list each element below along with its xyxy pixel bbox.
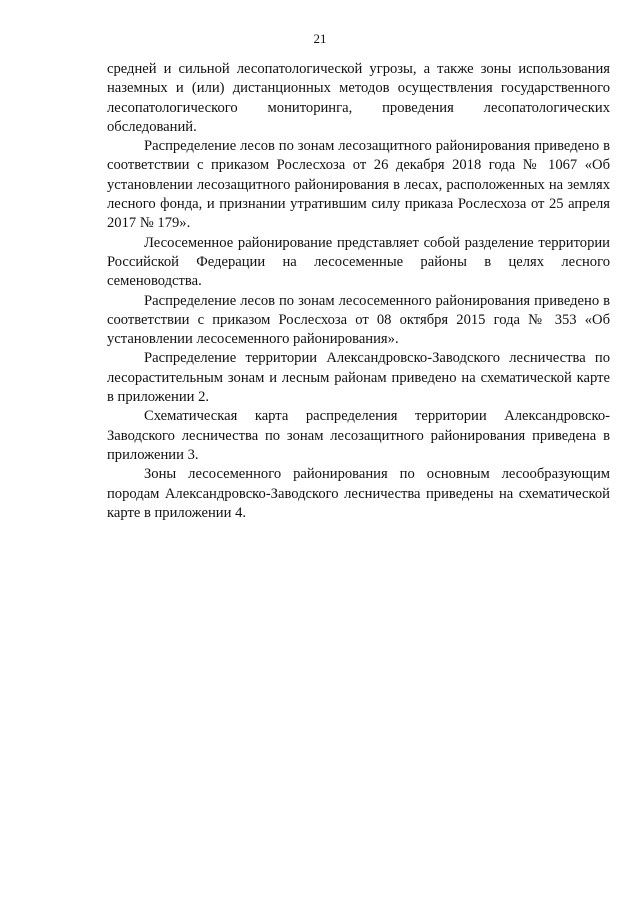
document-body xyxy=(107,60,610,523)
paragraph-continuation: средней и сильной лесопатологической угрозы, а также зоны использования наземных и (или) дистанционных методов осуществления государственного лесопатологического мониторинга, проведения лесопатологических обследований. xyxy=(107,61,610,135)
paragraph-appendix-4: Зоны лесосеменного районирования по основным лесообразующим породам Александровско-Заводского лесничества приведены на схематической карте в приложении 4. xyxy=(107,466,610,521)
paragraph-seed-zoning-definition: Лесосеменное районирование представляет собой разделение территории Российской Федерации на лесосеменные районы в целях лесного семеноводства. xyxy=(107,234,610,290)
paragraph-appendix-3: Схематическая карта распределения территории Александровско-Заводского лесничества по зонам лесозащитного районирования приведена в приложении 3. xyxy=(107,408,610,463)
paragraph-forest-protection-zoning: Распределение лесов по зонам лесозащитного районирования приведено в соответствии с приказом Рослесхоза от 26 декабря 2018 года № 1067 «Об установлении лесозащитного районирования в лесах, расположенных на землях лесного фонда, и признании утратившим силу приказа Рослесхоза от 25 апреля 2017 № 179». xyxy=(107,138,610,232)
paragraph-seed-zoning-order: Распределение лесов по зонам лесосеменного районирования приведено в соответствии с приказом Рослесхоза от 08 октября 2015 года № 353 «Об установлении лесосеменного районирования». xyxy=(107,292,610,348)
paragraph-appendix-2: Распределение территории Александровско-Заводского лесничества по лесорастительным зонам и лесным районам приведено на схематической карте в приложении 2. xyxy=(107,350,610,406)
page-number: 21 xyxy=(313,31,327,46)
